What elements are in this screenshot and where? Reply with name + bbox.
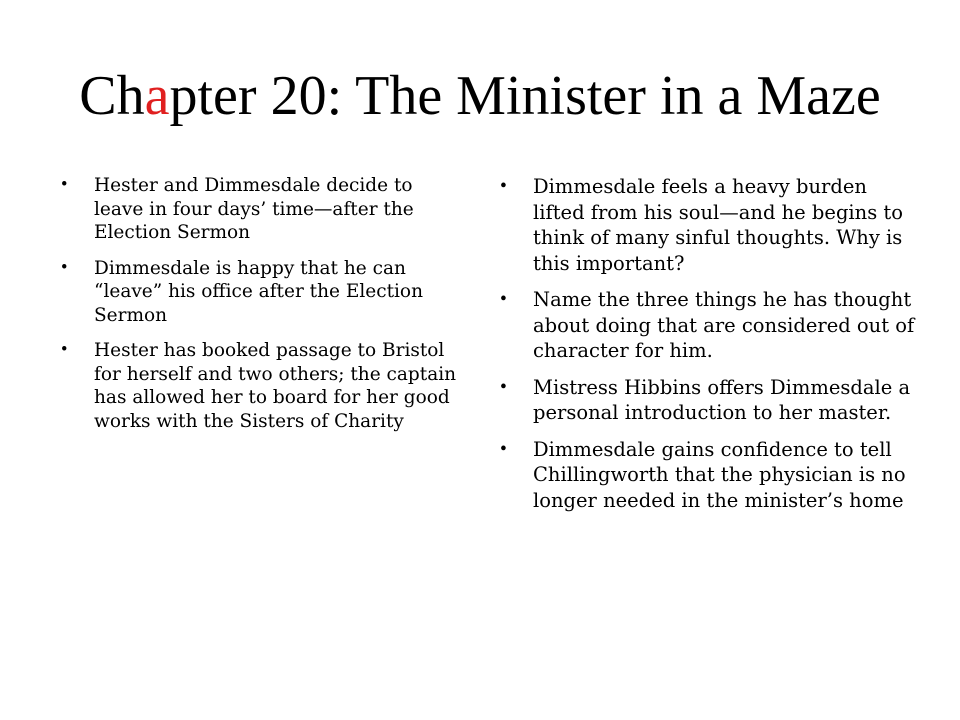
list-item-text: Dimmesdale feels a heavy burden lifted from his soul—and he begins to think of many sinful thoughts. Why is this important? (533, 175, 904, 275)
list-item-text: Hester and Dimmesdale decide to leave in four days’ time—after the Election Sermon (94, 175, 414, 243)
slide-title (0, 62, 960, 130)
list-item-text: Dimmesdale gains confidence to tell Chillingworth that the physician is no longer needed in the minister’s home (533, 437, 906, 512)
right-bullet-list (497, 174, 917, 524)
left-bullet-list (58, 174, 463, 445)
bullet-icon: • (500, 376, 507, 398)
list-item-text: Name the three things he has thought about doing that are considered out of character for him. (533, 288, 915, 362)
list-item (497, 437, 917, 514)
list-item (58, 257, 463, 328)
list-item-text: Mistress Hibbins offers Dimmesdale a personal introduction to her master. (533, 375, 911, 424)
list-item (58, 174, 463, 245)
list-item (497, 375, 917, 426)
list-item-text: Dimmesdale is happy that he can “leave” his office after the Election Sermon (94, 257, 423, 326)
bullet-icon: • (61, 175, 68, 195)
list-item (58, 339, 463, 433)
bullet-icon: • (500, 289, 507, 310)
list-item (497, 174, 917, 276)
title-part-1: Ch (79, 65, 145, 127)
title-accent-letter: a (144, 65, 170, 127)
bullet-icon: • (500, 176, 507, 197)
bullet-icon: • (61, 340, 68, 360)
bullet-icon: • (61, 257, 68, 278)
bullet-icon: • (500, 438, 507, 460)
title-part-2: pter 20: The Minister in a Maze (169, 65, 881, 127)
list-item-text: Hester has booked passage to Bristol for herself and two others; the captain has allowed her to board for her good works with the Sisters of Charity (94, 340, 457, 432)
list-item (497, 287, 917, 364)
